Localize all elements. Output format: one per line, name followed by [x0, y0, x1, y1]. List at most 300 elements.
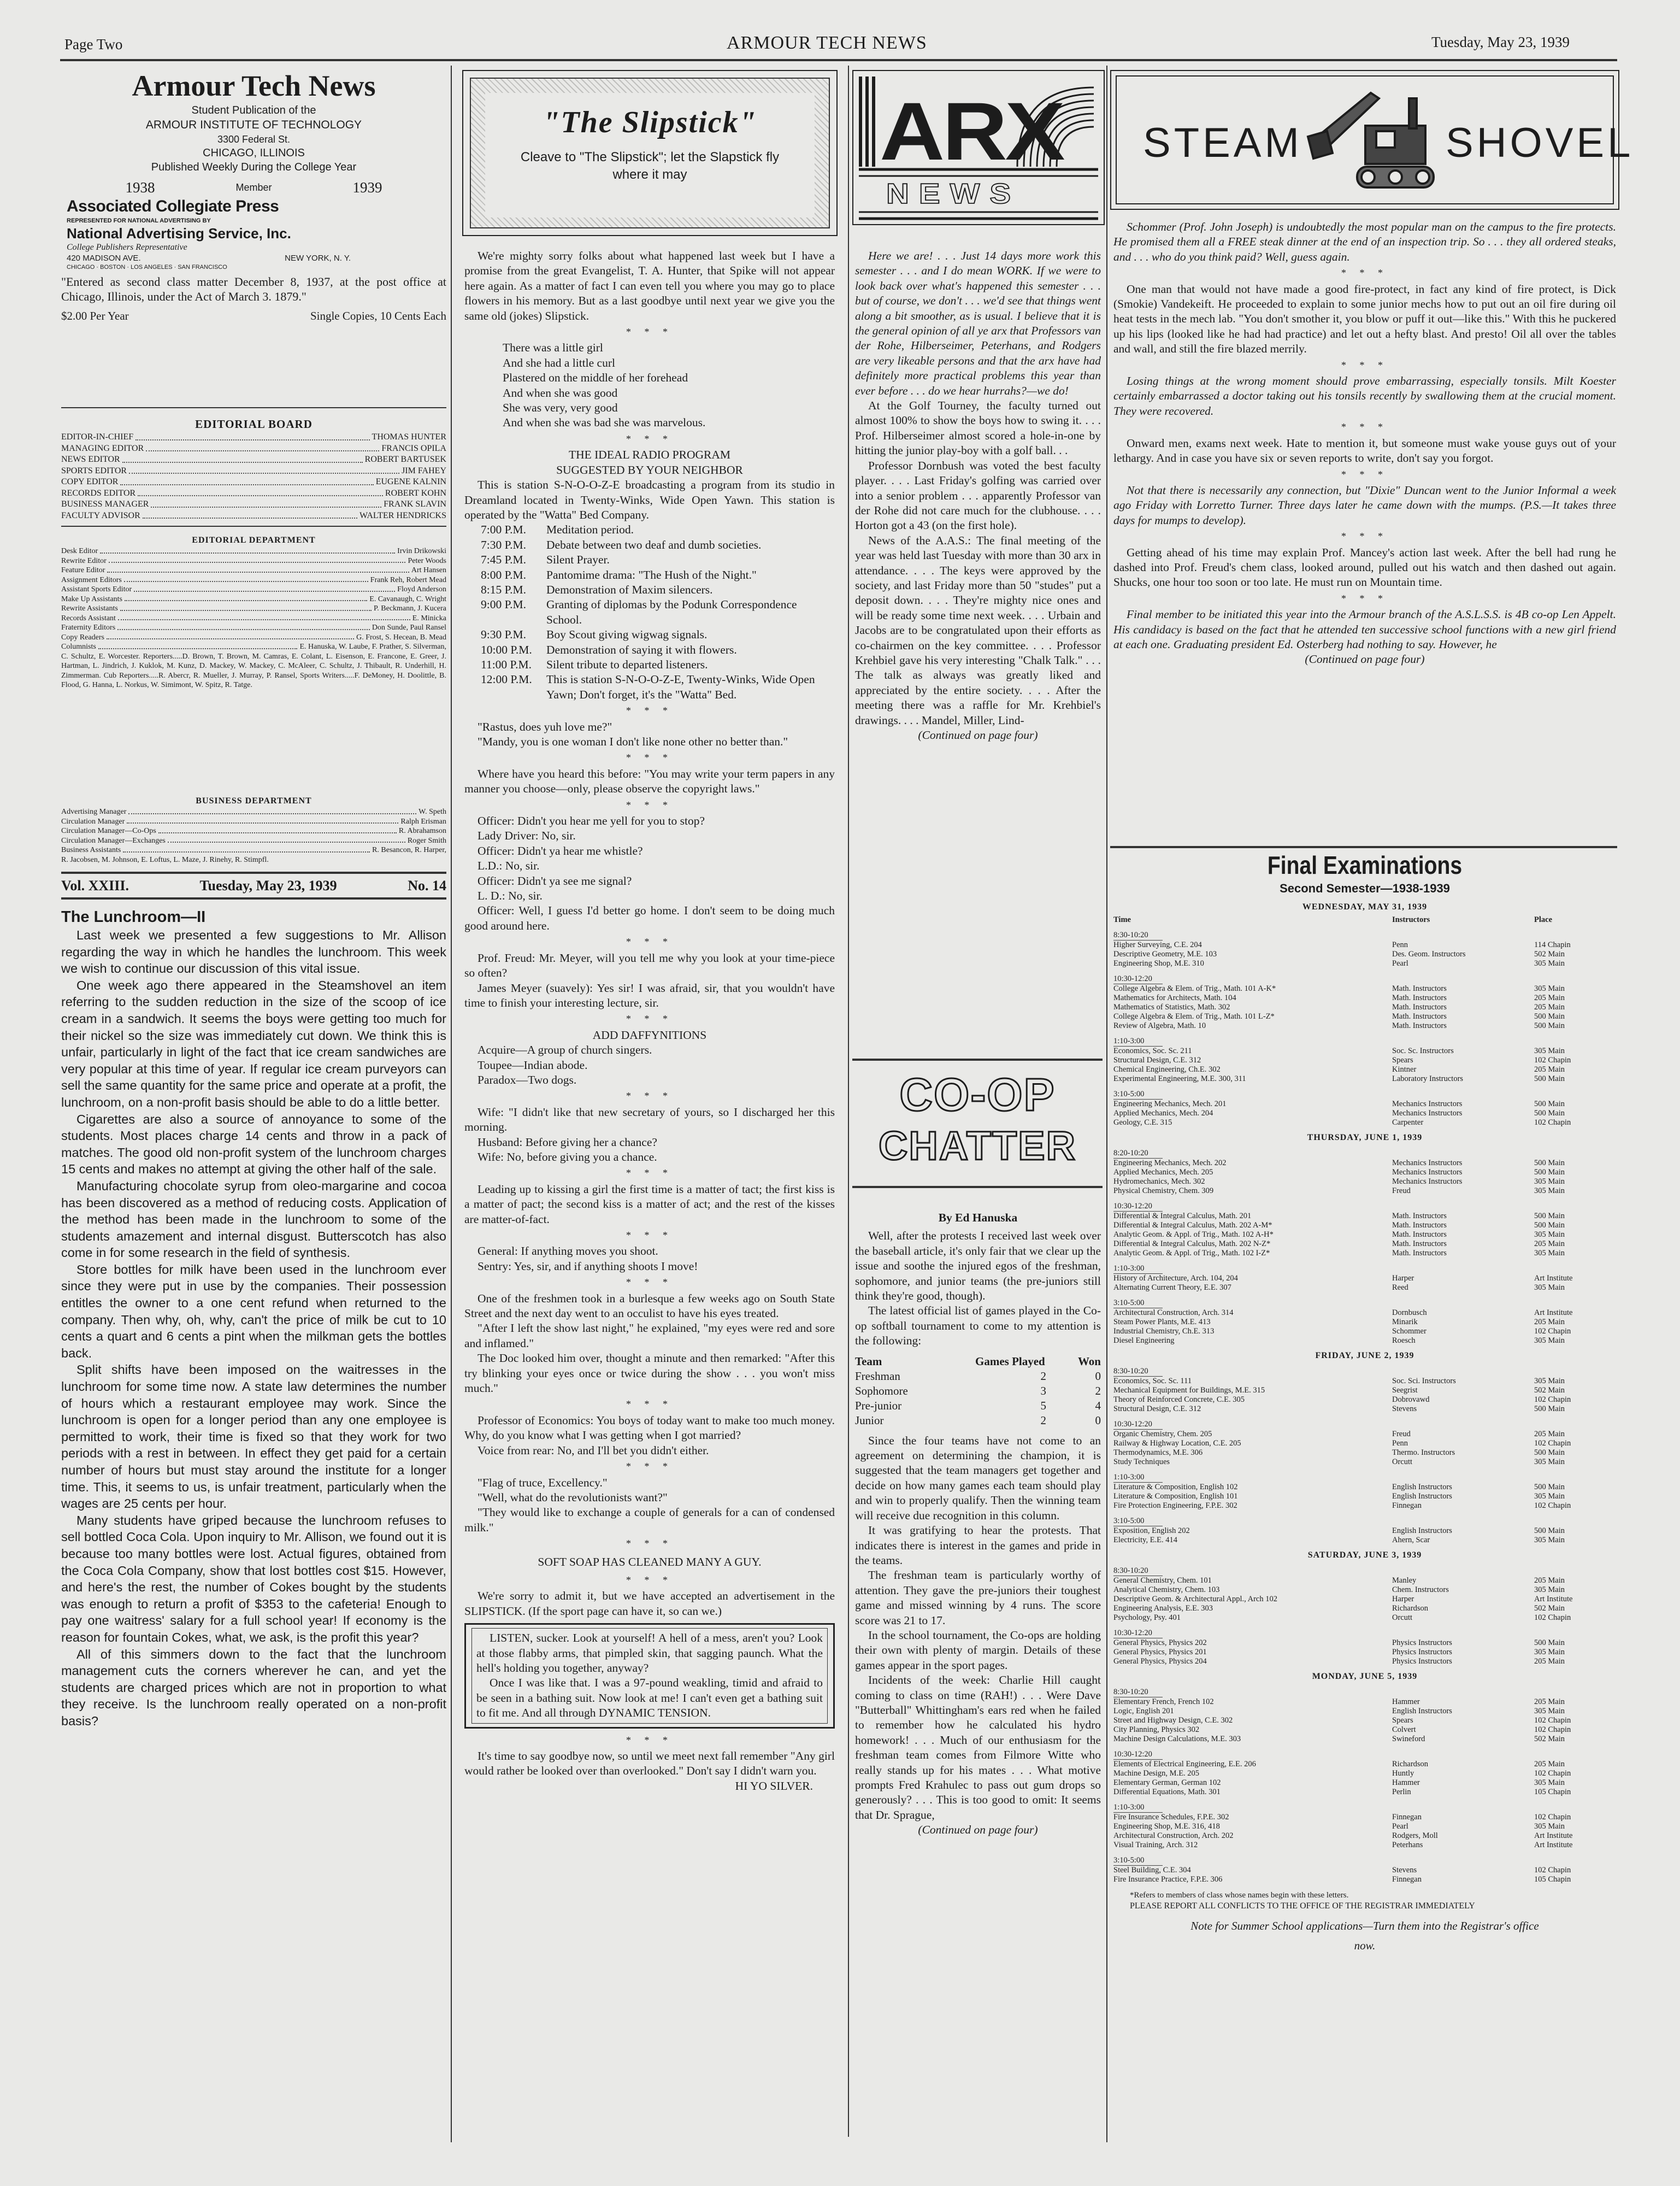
staff-row: [61, 575, 446, 585]
table-row: [1113, 1283, 1616, 1292]
table-row: [1113, 1769, 1616, 1778]
exam-course: Analytic Geom. & Appl. of Trig., Math. 102 I-Z*: [1113, 1249, 1270, 1257]
coop-p5: The freshman team is particularly worthy of attention. They gave the pre-juniors their toughest game and missed winning by 4 runs. The score score was 21 to 17.: [855, 1568, 1101, 1627]
program-item: Demonstration of Maxim silencers.: [546, 583, 713, 596]
program-row: [481, 553, 835, 567]
exam-instructor: Freud: [1392, 1186, 1411, 1195]
games-played: 5: [1040, 1398, 1046, 1412]
table-row: [1113, 994, 1616, 1003]
exam-place: 102 Chapin: [1534, 1866, 1571, 1874]
exam-course: Economics, Soc. Sc. 111: [1113, 1377, 1192, 1385]
exam-place: 102 Chapin: [1534, 1327, 1571, 1336]
table-row: [1113, 1822, 1616, 1831]
exam-place: 205 Main: [1534, 1239, 1565, 1248]
exam-slot-time: 1:10-3:00: [1113, 1472, 1163, 1483]
exam-day: FRIDAY, JUNE 2, 1939: [1315, 1351, 1414, 1360]
separator: * * *: [626, 799, 673, 810]
exam-place: 305 Main: [1534, 1458, 1565, 1466]
exam-course: Theory of Reinforced Concrete, C.E. 305: [1113, 1395, 1245, 1404]
joke-line: Sentry: Yes, sir, and if anything shoots I move!: [478, 1259, 698, 1273]
arx-news-p3: Professor Dornbush was voted the best faculty player. . . . Last Friday's golfing was carried over into a senior problem . . . apparently Professor van der Rohe did not care much for the clubhouse. . . . Horton got a 43 (on the first hole).: [855, 459, 1101, 532]
coop-p2: The latest official list of games played in the Co-op softball tournament to come to my attention is the following:: [855, 1304, 1101, 1348]
final-examinations: [1113, 850, 1616, 1955]
exam-instructor: Math. Instructors: [1392, 1230, 1447, 1239]
exam-course: Engineering Shop, M.E. 310: [1113, 959, 1204, 968]
acp-logo: Associated Collegiate Press: [67, 197, 279, 215]
table-row: [1113, 1458, 1616, 1467]
exam-course: Experimental Engineering, M.E. 300, 311: [1113, 1074, 1246, 1083]
exam-course: Elements of Electrical Engineering, E.E. 206: [1113, 1760, 1256, 1768]
leader-dots: [127, 817, 398, 824]
exam-course: Literature & Composition, English 101: [1113, 1492, 1238, 1501]
program-time: 8:00 P.M.: [481, 568, 527, 581]
table-row: [1113, 1439, 1616, 1448]
col-time: Time: [1113, 915, 1131, 924]
separator: * * *: [626, 1230, 673, 1241]
table-row: [1113, 1065, 1616, 1074]
staff-role: Columnists: [61, 643, 96, 651]
leader-dots: [120, 477, 373, 485]
member-year-left: 1938: [125, 179, 155, 196]
program-item: Boy Scout giving wigwag signals.: [546, 628, 708, 642]
masthead-address: 3300 Federal St.: [217, 134, 291, 145]
exam-instructor: Math. Instructors: [1392, 994, 1447, 1002]
separator: * * *: [1341, 267, 1388, 279]
steam-shovel-paragraph: Onward men, exams next week. Hate to mention it, but someone must wake youse guys out of your lethargy. And in case you have six or seven reports to write, don't say you forgot.: [1113, 436, 1616, 465]
exam-course: Alternating Current Theory, E.E. 307: [1113, 1283, 1231, 1292]
team-name: Freshman: [855, 1369, 900, 1383]
exam-course: Study Techniques: [1113, 1458, 1170, 1466]
exam-instructor: Richardson: [1392, 1760, 1429, 1768]
staff-name: E. Minicka: [412, 614, 446, 622]
exam-place: Art Institute: [1534, 1841, 1573, 1849]
exam-course: Machine Design, M.E. 205: [1113, 1769, 1200, 1778]
coop-p1: Well, after the protests I received last week over the baseball article, it's only fair that we clear up the issue and soothe the injured egos of the freshman, sophomore, and junior teams (the pre-juniors still think they're good, though).: [855, 1229, 1101, 1303]
program-time: 10:00 P.M.: [481, 643, 532, 656]
staff-role: Fraternity Editors: [61, 624, 116, 632]
exam-instructor: Spears: [1392, 1716, 1413, 1725]
staff-name: E. Cavanaugh, C. Wright: [369, 595, 446, 603]
table-row: [1113, 1177, 1616, 1186]
exam-place: 205 Main: [1534, 1318, 1565, 1326]
staff-name: Frank Reh, Robert Mead: [370, 575, 446, 584]
separator: * * *: [626, 1167, 673, 1179]
staff-role: Circulation Manager—Exchanges: [61, 836, 166, 845]
leader-dots: [129, 466, 399, 474]
staff-name: R. Besancon, R. Harper,: [372, 846, 446, 854]
lunchroom-paragraph: Cigarettes are also a source of annoyance to some of the students. Most places charge 14 cents and throw in a pack of matches. The good old non-profit system of the lunchroom charges 15 cents and makes no attempt at giving the other half of the sale.: [61, 1112, 446, 1177]
exam-day: MONDAY, JUNE 5, 1939: [1312, 1672, 1418, 1681]
table-row: [1113, 1778, 1616, 1788]
column-rule-1: [451, 66, 452, 2142]
program-item: Silent Prayer.: [546, 553, 610, 567]
table-row: [1113, 1336, 1616, 1345]
exam-place: 205 Main: [1534, 1576, 1565, 1585]
table-row: [1113, 1056, 1616, 1065]
table-row: [1113, 1430, 1616, 1439]
exam-instructor: English Instructors: [1392, 1483, 1452, 1491]
exam-place: 500 Main: [1534, 1638, 1565, 1647]
coop-byline: By Ed Hanuska: [938, 1211, 1018, 1224]
table-row: [1113, 1657, 1616, 1666]
schedule-header: [1113, 915, 1616, 925]
exam-course: Applied Mechanics, Mech. 204: [1113, 1109, 1213, 1118]
arx-news-p4: News of the A.A.S.: The final meeting of the year was held last Tuesday with more than 30 arx in attendance. . . . The keys were approved by the society, and last Friday more than 50 "studes" put a deposit down. . . . They're mighty nice ones and will be ready some time next week. . . . Urbain and Jacobs are to be congratulated upon their efforts as co-chairmen on the key committee. . . . Professor Krehbiel gave his very interesting "Chalk Talk." . . . The talk as always was greatly liked and appreciated by the entire society. . . . After the meeting there was a raffle for Mr. Krehbiel's drawings. . . . Mandel, Miller, Lind-: [855, 533, 1101, 727]
exam-course: Mathematics for Architects, Math. 104: [1113, 994, 1236, 1002]
staff-row: [61, 623, 446, 633]
editorial-board-heading: EDITORIAL BOARD: [195, 418, 313, 431]
exam-instructor: Schommer: [1392, 1327, 1426, 1336]
exam-slot-time: 8:30-10:20: [1113, 1366, 1163, 1377]
separator: * * *: [626, 433, 673, 444]
exam-place: 502 Main: [1534, 950, 1565, 959]
exam-instructor: Harper: [1392, 1274, 1414, 1283]
exam-instructor: Math. Instructors: [1392, 1212, 1447, 1220]
staff-name: G. Frost, S. Hecean, B. Mead: [356, 633, 446, 642]
nas-address-left: 420 MADISON AVE.: [67, 254, 141, 263]
program-row: [481, 657, 835, 672]
exam-instructor: Mechanics Instructors: [1392, 1168, 1463, 1177]
exam-instructor: Rodgers, Moll: [1392, 1831, 1438, 1840]
staff-name: Peter Woods: [408, 556, 446, 565]
exam-day: WEDNESDAY, MAY 31, 1939: [1302, 902, 1428, 912]
exam-instructor: Orcutt: [1392, 1458, 1413, 1466]
joke-line: Voice from rear: No, and I'll bet you didn't either.: [478, 1443, 709, 1457]
exam-place: 205 Main: [1534, 1065, 1565, 1074]
steam-shovel-column: [1113, 220, 1616, 667]
exam-instructor: Peterhans: [1392, 1841, 1423, 1849]
steam-shovel-continued: (Continued on page four): [1305, 653, 1425, 666]
page-label: Page Two: [64, 36, 123, 52]
finals-footnote: *Refers to members of class whose names begin with these letters.: [1130, 1891, 1349, 1900]
editorial-department-heading: EDITORIAL DEPARTMENT: [192, 536, 316, 545]
exam-course: Engineering Analysis, E.E. 303: [1113, 1604, 1213, 1613]
program-item: Granting of diplomas by the Podunk Correspondence School.: [546, 598, 797, 626]
table-row: [1113, 1831, 1616, 1841]
softball-table: [855, 1354, 1101, 1428]
exam-course: Structural Design, C.E. 312: [1113, 1056, 1201, 1065]
exam-place: 102 Chapin: [1534, 1813, 1571, 1821]
leader-dots: [168, 836, 405, 843]
staff-role: COPY EDITOR: [61, 477, 119, 486]
staff-role: RECORDS EDITOR: [61, 488, 136, 498]
slipstick-title: "The Slipstick": [543, 105, 757, 139]
exam-course: Descriptive Geom. & Architectural Appl., Arch 102: [1113, 1595, 1277, 1603]
table-row: [1113, 1585, 1616, 1595]
exam-slot-time: 10:30-12:20: [1113, 1628, 1163, 1638]
leader-dots: [124, 575, 368, 583]
finals-semester: Second Semester—1938-1939: [1280, 882, 1450, 895]
radio-title-2: SUGGESTED BY YOUR NEIGHBOR: [556, 463, 743, 477]
member-label: Member: [235, 182, 272, 193]
staff-name: P. Beckmann, J. Kucera: [374, 604, 446, 613]
ad-intro: We're sorry to admit it, but we have accepted an advertisement in the SLIPSTICK. (If the sport page can have it, so can we.): [464, 1589, 835, 1618]
separator: * * *: [626, 936, 673, 948]
table-row: [1113, 1074, 1616, 1084]
volume-rule-top: [61, 872, 446, 874]
exam-course: Differential & Integral Calculus, Math. 201: [1113, 1212, 1252, 1220]
leader-dots: [151, 499, 381, 508]
joke-line: Where have you heard this before: "You may write your term papers in any manner you choose—only, please observe the copyright laws.": [464, 767, 835, 796]
program-time: 9:30 P.M.: [481, 628, 527, 642]
exam-instructor: English Instructors: [1392, 1526, 1452, 1535]
exam-place: 102 Chapin: [1534, 1395, 1571, 1404]
leader-dots: [134, 585, 395, 592]
exam-slot-time: 10:30-12:20: [1113, 1201, 1163, 1212]
staff-row: [61, 595, 446, 604]
exam-instructor: Finnegan: [1392, 1813, 1422, 1821]
business-department-extra: R. Jacobsen, M. Johnson, E. Loftus, L. Maze, J. Rinehy, R. Stimpfl.: [61, 855, 269, 864]
table-row: [1113, 1841, 1616, 1850]
table-row: [1113, 1788, 1616, 1797]
joke-line: "Flag of truce, Excellency.": [478, 1476, 608, 1489]
exam-instructor: Math. Instructors: [1392, 984, 1447, 993]
exam-instructor: Mechanics Instructors: [1392, 1177, 1463, 1186]
leader-dots: [117, 623, 370, 630]
exam-instructor: Ahern, Scar: [1392, 1536, 1430, 1544]
table-row: [1113, 1448, 1616, 1458]
exam-instructor: Math. Instructors: [1392, 1012, 1447, 1021]
leader-dots: [120, 604, 372, 611]
exam-place: 305 Main: [1534, 1336, 1565, 1345]
staff-row: [61, 614, 446, 624]
exam-course: Railway & Highway Location, C.E. 205: [1113, 1439, 1241, 1448]
staff-name: Floyd Anderson: [397, 585, 446, 593]
lunchroom-paragraph: One week ago there appeared in the Steamshovel an item referring to the sudden reduction in the size of the scoop of ice cream in a sandwich. It seems the boys were getting too much for their nickel so the size was immediately cut down. We think this is unfair, particularly in light of the fact that ice cream sandwiches are very popular at this time of year. If regular ice cream purveyors can sell the same quantity for the same price and operate at a profit, the lunchroom, on a non-profit basis should be able to do a little better.: [61, 978, 446, 1109]
staff-role: Circulation Manager—Co-Ops: [61, 827, 156, 835]
program-item: Demonstration of saying it with flowers.: [546, 643, 737, 656]
exam-place: Art Institute: [1534, 1274, 1573, 1283]
exam-place: 500 Main: [1534, 1526, 1565, 1535]
leader-dots: [128, 807, 416, 814]
program-row: [481, 597, 835, 627]
joke-line: Wife: "I didn't like that new secretary of yours, so I discharged her this morning.: [464, 1105, 835, 1134]
steam-finals-rule: [1110, 846, 1617, 848]
table-row: [1113, 1638, 1616, 1648]
exam-instructor: Perlin: [1392, 1788, 1411, 1796]
program-row: [481, 672, 835, 702]
games-played: 2: [1040, 1369, 1046, 1383]
editorial-department-extra: C. Schultz, E. Worcester. Reporters.....D. Brown, T. Brown, M. Camras, E. Colant, L. Eisenson, E. Francone, E. Greer, J. Hartman, L. Jindrich, J. Kuklok, M. Kunz, D. Mackey, W. Mackey, C. McAleer, C. Schultz, J. Thibault, R. Underhill, H. Zimmerman. Cub Reporters.....R. Abercr, R. Mueller, J. Murray, P. Ransel, Sports Writers.....F. DeMoney, H. Doolittle, B. Flood, G. Hanna, L. Norkus, W. Simimont, W. Spitz, R. Tatge.: [61, 652, 446, 689]
lunchroom-paragraph: Split shifts have been imposed on the waitresses in the lunchroom for some time now. A state law determines the number of hours which a restaurant employee may work. Since the lunchroom is open for a longer period than any one employee is permitted to work, their time is fixed so that they work for two periods with a rest in between. In effect they get paid for a certain number of hours but must stay around the institute for a longer time. This, it seems to us, is unfair treatment, particularly when the wages are 25 cents per hour.: [61, 1362, 446, 1511]
coop-p7: Incidents of the week: Charlie Hill caught coming to class on time (RAH!) . . . Were Dave "Butterball" Whittingham's ears red when he failed to remember how he calculated his hydro homework! . . . Much of our enthusiasm for the freshman team comes from Filmore Witte who really stands up for his mates . . . What motive prompts Fred Krahulec to pass out gum drops so generously? . . . This is too good to omit: It seems that Dr. Sprague,: [855, 1673, 1101, 1821]
table-row: [1113, 941, 1616, 950]
exam-instructor: Finnegan: [1392, 1875, 1422, 1884]
leader-dots: [118, 614, 410, 621]
staff-row: [61, 546, 446, 556]
exam-course: Steam Power Plants, M.E. 413: [1113, 1318, 1211, 1326]
masthead-title: Armour Tech News: [132, 69, 376, 102]
exam-place: 114 Chapin: [1534, 941, 1571, 949]
exam-place: Art Institute: [1534, 1308, 1573, 1317]
exam-place: 500 Main: [1534, 1405, 1565, 1413]
exam-place: Art Institute: [1534, 1831, 1573, 1840]
program-item: Meditation period.: [546, 523, 634, 537]
exam-place: 500 Main: [1534, 1212, 1565, 1220]
staff-role: Rewrite Editor: [61, 556, 107, 565]
exam-course: Differential & Integral Calculus, Math. 202 N-Z*: [1113, 1239, 1271, 1248]
exam-instructor: English Instructors: [1392, 1707, 1452, 1715]
staff-name: Art Hansen: [411, 566, 446, 574]
exam-instructor: Seegrist: [1392, 1386, 1418, 1395]
arx-news-continued: (Continued on page four): [918, 728, 1038, 742]
nas-address-right: NEW YORK, N. Y.: [285, 254, 351, 263]
exam-day: SATURDAY, JUNE 3, 1939: [1307, 1550, 1422, 1560]
steam-shovel-paragraph: Not that there is necessarily any connection, but "Dixie" Duncan went to the Junior Informal a week ago Friday with Lorretto Turner. Three days later he came down with the mumps. (P.S.—It takes three days for mumps to develop).: [1113, 483, 1616, 527]
program-time: 12:00 P.M.: [481, 673, 532, 686]
issue-number: No. 14: [408, 878, 446, 894]
program-time: 11:00 P.M.: [481, 657, 532, 671]
exam-course: Psychology, Psy. 401: [1113, 1613, 1181, 1622]
exam-course: Physical Chemistry, Chem. 309: [1113, 1186, 1214, 1195]
exam-place: 500 Main: [1534, 1012, 1565, 1021]
volume-number: Vol. XXIII.: [61, 878, 129, 894]
exam-course: Steel Building, C.E. 304: [1113, 1866, 1191, 1874]
table-row: [1113, 1576, 1616, 1585]
exam-place: 500 Main: [1534, 1109, 1565, 1118]
exam-place: 305 Main: [1534, 1377, 1565, 1385]
exam-course: City Planning, Physics 302: [1113, 1725, 1200, 1734]
exam-course: Differential Equations, Math. 301: [1113, 1788, 1221, 1796]
exam-place: 205 Main: [1534, 994, 1565, 1002]
staff-role: MANAGING EDITOR: [61, 443, 144, 453]
leader-dots: [138, 488, 383, 497]
staff-name: WALTER HENDRICKS: [359, 510, 446, 520]
exam-instructor: Math. Instructors: [1392, 1003, 1447, 1012]
table-row: [1113, 1327, 1616, 1336]
exam-course: Fire Insurance Schedules, F.P.E. 302: [1113, 1813, 1229, 1821]
lunchroom-paragraph: All of this simmers down to the fact that the lunchroom management cuts the corners wherever he can, and yet the students are charged prices which are not in proportion to what they receive. Is the lunchroom really operated on a non-profit basis?: [61, 1647, 446, 1728]
table-row: [1113, 1813, 1616, 1822]
exam-place: 105 Chapin: [1534, 1875, 1571, 1884]
steam-shovel-paragraph: Losing things at the wrong moment should prove embarrassing, especially tonsils. Milt Koester certainly embarrassed a doctor taking out his tonsils recently by swallowing them at the crucial moment. They were recovered.: [1113, 374, 1616, 418]
exam-course: Street and Highway Design, C.E. 302: [1113, 1716, 1233, 1725]
exam-course: Structural Design, C.E. 312: [1113, 1405, 1201, 1413]
radio-intro: This is station S-N-O-O-Z-E broadcasting a program from its studio in Dreamland located in Twenty-Winks, Wide Open Yawn. This station is operated by the "Watta" Bed Company.: [464, 478, 835, 521]
table-row: [1113, 1536, 1616, 1545]
staff-row: [61, 454, 446, 466]
col-place: Place: [1534, 915, 1553, 924]
staff-row: [61, 499, 446, 510]
joke-line: Husband: Before giving her a chance?: [478, 1135, 657, 1149]
exam-place: 502 Main: [1534, 1386, 1565, 1395]
exam-course: Exposition, English 202: [1113, 1526, 1190, 1535]
exam-course: College Algebra & Elem. of Trig., Math. 101 A-K*: [1113, 984, 1276, 993]
exam-place: 305 Main: [1534, 1249, 1565, 1257]
games-won: 0: [1095, 1369, 1101, 1383]
separator: * * *: [626, 1734, 673, 1746]
leader-dots: [109, 556, 406, 563]
exam-course: Chemical Engineering, Ch.E. 302: [1113, 1065, 1221, 1074]
staff-role: Make Up Assistants: [61, 595, 122, 603]
exam-place: 502 Main: [1534, 1735, 1565, 1743]
exam-slot-time: 1:10-3:00: [1113, 1036, 1163, 1047]
exam-course: Higher Surveying, C.E. 204: [1113, 941, 1202, 949]
exam-place: 305 Main: [1534, 984, 1565, 993]
exam-place: 102 Chapin: [1534, 1501, 1571, 1510]
exam-course: Engineering Shop, M.E. 316, 418: [1113, 1822, 1220, 1831]
separator: * * *: [626, 1574, 673, 1585]
table-row: [1113, 1186, 1616, 1196]
arx-news-column: [855, 249, 1101, 743]
leader-dots: [100, 546, 395, 554]
separator: * * *: [626, 1461, 673, 1472]
exam-course: Electricity, E.E. 414: [1113, 1536, 1178, 1544]
joke-line: Lady Driver: No, sir.: [478, 829, 576, 843]
table-row: [1113, 1047, 1616, 1056]
steam-shovel-title-right: SHOVEL: [1446, 120, 1634, 166]
staff-role: FACULTY ADVISOR: [61, 510, 140, 520]
exam-instructor: Richardson: [1392, 1604, 1429, 1613]
paper-name: ARMOUR TECH NEWS: [727, 33, 927, 53]
slipstick-poem: There was a little girl And she had a little curl Plastered on the middle of her forehead And when she was good She was very, very good And when she was bad she was marvelous.: [503, 341, 706, 430]
separator: * * *: [626, 326, 673, 338]
col-games: Games Played: [975, 1354, 1045, 1368]
exam-slot-time: 8:30-10:20: [1113, 930, 1163, 941]
exam-instructor: Des. Geom. Instructors: [1392, 950, 1466, 959]
staff-name: Don Sunde, Paul Ransel: [372, 624, 446, 632]
staff-name: EUGENE KALNIN: [375, 477, 446, 486]
exam-place: 102 Chapin: [1534, 1056, 1571, 1065]
joke-line: Officer: Didn't you hear me yell for you to stop?: [478, 814, 705, 828]
exam-course: Organic Chemistry, Chem. 205: [1113, 1430, 1212, 1438]
table-row: [1113, 1526, 1616, 1536]
table-row: [1113, 1405, 1616, 1414]
table-row: [1113, 1648, 1616, 1657]
table-row: [855, 1413, 1101, 1428]
coop-p4: It was gratifying to hear the protests. That indicates there is interest in the games and pride in the teams.: [855, 1524, 1101, 1567]
table-row: [1113, 1100, 1616, 1109]
exam-instructor: Dobrovawd: [1392, 1395, 1430, 1404]
program-time: 8:15 P.M.: [481, 583, 527, 596]
masthead-rule: [61, 407, 446, 408]
exam-course: General Physics, Physics 204: [1113, 1657, 1207, 1666]
exam-instructor: Kintner: [1392, 1065, 1417, 1074]
exam-instructor: Math. Instructors: [1392, 1221, 1447, 1230]
exam-course: Fire Insurance Practice, F.P.E. 306: [1113, 1875, 1223, 1884]
exam-instructor: Penn: [1392, 1439, 1408, 1448]
staff-row: [61, 836, 446, 846]
table-row: [1113, 1716, 1616, 1725]
exam-course: Architectural Construction, Arch. 314: [1113, 1308, 1234, 1317]
coop-logo-line-2: CHATTER: [878, 1123, 1077, 1168]
staff-role: Rewrite Assistants: [61, 604, 118, 613]
table-row: [1113, 1109, 1616, 1118]
col-won: Won: [1077, 1354, 1101, 1368]
table-row: [1113, 950, 1616, 959]
exam-instructor: Physics Instructors: [1392, 1648, 1452, 1656]
exam-course: Visual Training, Arch. 312: [1113, 1841, 1198, 1849]
exam-instructor: Minarik: [1392, 1318, 1418, 1326]
rep-label: REPRESENTED FOR NATIONAL ADVERTISING BY: [67, 218, 211, 224]
business-department: [61, 795, 446, 865]
exam-slot-time: 10:30-12:20: [1113, 974, 1163, 984]
masthead-subtitle: Student Publication of the: [191, 104, 316, 116]
exam-instructor: Stevens: [1392, 1405, 1417, 1413]
joke-line: General: If anything moves you shoot.: [478, 1244, 658, 1258]
finals-title: Final Examinations: [1267, 851, 1463, 879]
separator: * * *: [626, 1538, 673, 1549]
games-won: 0: [1095, 1413, 1101, 1427]
joke-line: "Rastus, does yuh love me?": [478, 720, 612, 733]
exam-place: 500 Main: [1534, 1448, 1565, 1457]
member-year-right: 1939: [352, 179, 382, 196]
nas-sub: College Publishers Representative: [67, 243, 187, 252]
leader-dots: [125, 595, 367, 602]
joke-line: Prof. Freud: Mr. Meyer, will you tell me why you look at your time-piece so often?: [464, 951, 835, 980]
exam-instructor: Carpenter: [1392, 1118, 1424, 1127]
joke-line: James Meyer (suavely): Yes sir! I was afraid, sir, that you wouldn't have time to finish your interesting lecture, sir.: [464, 981, 835, 1009]
